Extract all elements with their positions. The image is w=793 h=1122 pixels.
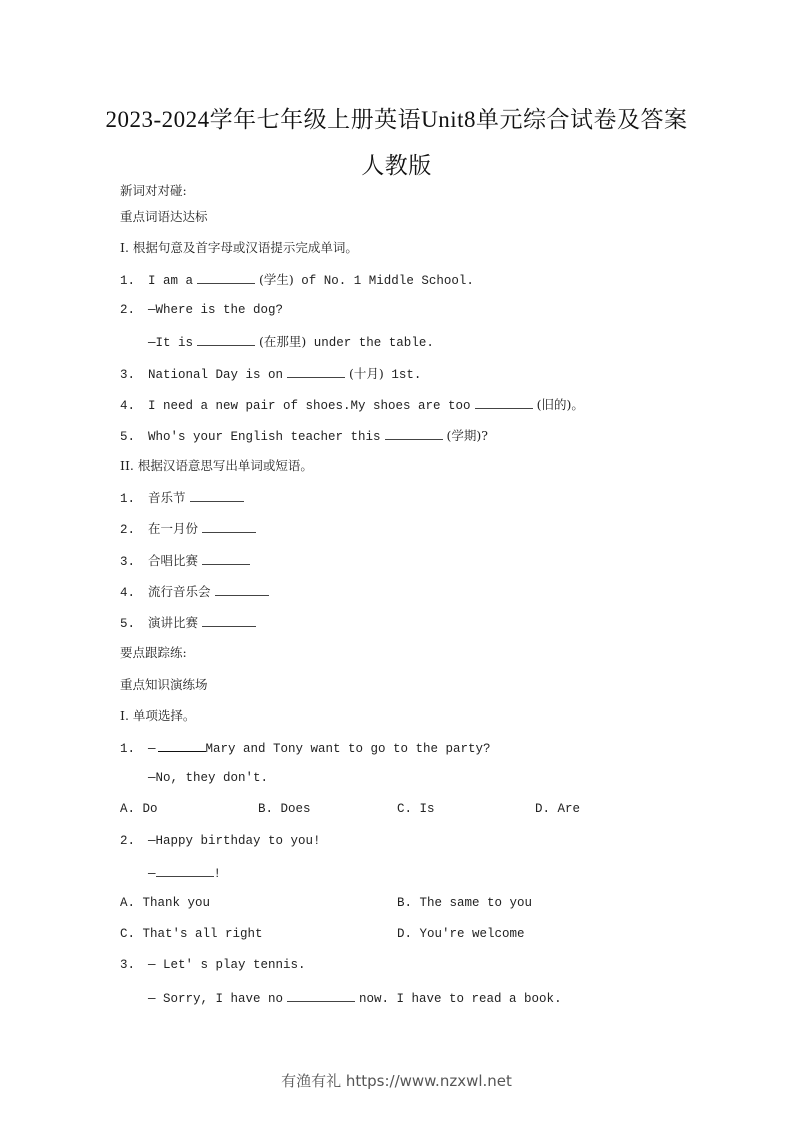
answer-blank[interactable] bbox=[287, 989, 355, 1002]
q2-option-b[interactable]: B. The same to you bbox=[397, 896, 533, 910]
answer-blank[interactable] bbox=[158, 739, 206, 752]
answer-blank[interactable] bbox=[197, 271, 255, 284]
part2-item-5: 5. 演讲比赛 bbox=[120, 614, 260, 632]
part1-heading: I. 根据句意及首字母或汉语提示完成单词。 bbox=[120, 240, 358, 255]
part1-item-2-reply: —It is (在那里) under the table. bbox=[148, 334, 434, 350]
q1-option-d[interactable]: D. Are bbox=[535, 802, 581, 816]
part1-item-5: 5. Who's your English teacher this (学期)? bbox=[120, 428, 489, 444]
part1-item-4: 4. I need a new pair of shoes.My shoes are too (旧的)。 bbox=[120, 397, 584, 413]
mc-question-1: 1. — Mary and Tony want to go to the party? bbox=[120, 739, 491, 757]
answer-blank[interactable] bbox=[202, 520, 256, 533]
part2-heading: II. 根据汉语意思写出单词或短语。 bbox=[120, 458, 313, 473]
answer-blank[interactable] bbox=[215, 583, 269, 596]
answer-blank[interactable] bbox=[156, 864, 214, 877]
q2-option-c[interactable]: C. That's all right bbox=[120, 927, 263, 941]
answer-blank[interactable] bbox=[190, 489, 244, 502]
q2-option-a[interactable]: A. Thank you bbox=[120, 896, 211, 910]
part3-heading: I. 单项选择。 bbox=[120, 708, 196, 723]
answer-blank[interactable] bbox=[197, 333, 255, 346]
section-practice: 重点知识演练场 bbox=[120, 677, 208, 692]
part1-item-3: 3. National Day is on (十月) 1st. bbox=[120, 366, 422, 382]
part2-item-4: 4. 流行音乐会 bbox=[120, 583, 273, 601]
part2-item-3: 3. 合唱比赛 bbox=[120, 552, 254, 570]
q1-option-c[interactable]: C. Is bbox=[397, 802, 435, 816]
mc-question-3-reply: — Sorry, I have no now. I have to read a book. bbox=[148, 989, 562, 1007]
part1-item-1: 1. I am a (学生) of No. 1 Middle School. bbox=[120, 272, 474, 288]
part2-item-2: 2. 在一月份 bbox=[120, 520, 260, 538]
q1-option-b[interactable]: B. Does bbox=[258, 802, 311, 816]
footer-watermark: 有渔有礼 https://www.nzxwl.net bbox=[281, 1072, 512, 1090]
answer-blank[interactable] bbox=[475, 396, 533, 409]
answer-blank[interactable] bbox=[202, 614, 256, 627]
answer-blank[interactable] bbox=[287, 365, 345, 378]
mc-question-2-reply: — ! bbox=[148, 864, 221, 882]
part1-item-2: 2. —Where is the dog? bbox=[120, 303, 284, 317]
answer-blank[interactable] bbox=[385, 427, 443, 440]
document-subtitle: 人教版 bbox=[361, 153, 432, 178]
q2-option-d[interactable]: D. You're welcome bbox=[397, 927, 525, 941]
mc-question-2: 2. —Happy birthday to you! bbox=[120, 834, 321, 848]
section-key-words: 重点词语达达标 bbox=[120, 209, 208, 224]
mc-question-3: 3. — Let' s play tennis. bbox=[120, 958, 306, 972]
mc-question-1-reply: —No, they don't. bbox=[148, 771, 269, 785]
document-title: 2023-2024学年七年级上册英语Unit8单元综合试卷及答案 bbox=[105, 107, 688, 132]
q1-option-a[interactable]: A. Do bbox=[120, 802, 158, 816]
part2-item-1: 1. 音乐节 bbox=[120, 489, 248, 507]
answer-blank[interactable] bbox=[202, 552, 250, 565]
section-follow-up: 要点跟踪练: bbox=[120, 645, 187, 660]
section-new-words: 新词对对碰: bbox=[120, 183, 187, 198]
